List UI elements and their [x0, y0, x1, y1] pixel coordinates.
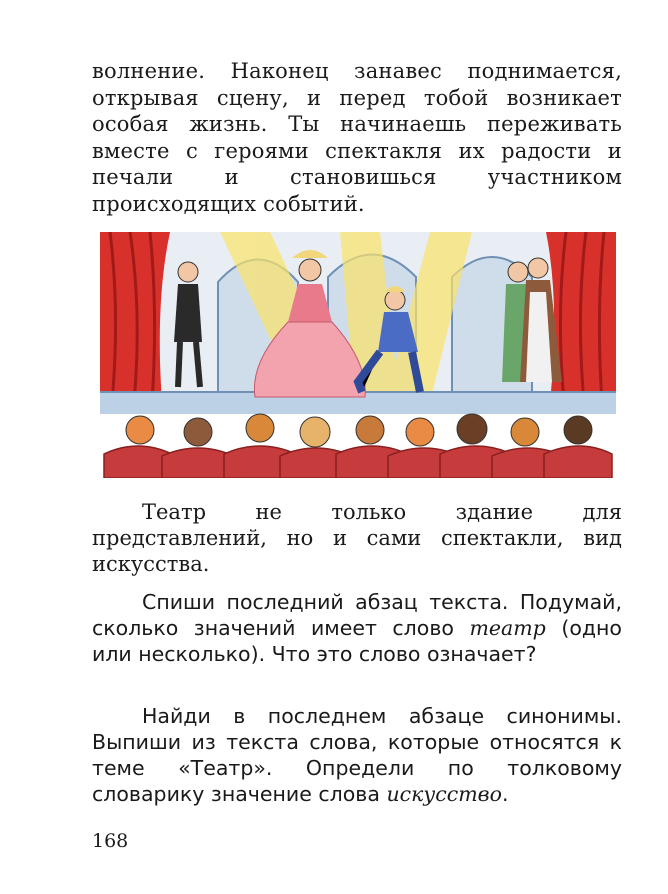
page-number: 168 — [92, 830, 129, 852]
paragraph-intro: волнение. Наконец занавес поднимается, открывая сцену, и перед тобой возникает особая жизнь. Ты начинаешь переживать вместе с героями спектакля их радости и печали и становишься участником происходящих событий. — [92, 59, 622, 216]
task-one — [92, 589, 622, 667]
task-two — [92, 703, 622, 807]
task-two-text-start: Найди в последнем абзаце синонимы. Выпиши из текста слова, которые относятся к теме «Театр». Определи по толковому словарику значение слова — [92, 704, 622, 806]
task-one-term: театр — [469, 616, 546, 640]
task-one-text-start: Спиши последний абзац текста. Подумай, сколько значений имеет слово — [92, 590, 622, 640]
audience — [126, 414, 592, 447]
audience-seats — [104, 446, 612, 478]
task-two-text-end: . — [501, 782, 509, 806]
task-one-text-end: (одно или несколько). Что это слово означает? — [92, 616, 622, 666]
left-curtain — [100, 232, 170, 402]
paragraph-definition: Театр не только здание для представлений, но и сами спектакли, вид искусства. — [92, 500, 622, 576]
task-two-term: искусство — [386, 782, 502, 806]
theatre-illustration — [100, 232, 616, 478]
